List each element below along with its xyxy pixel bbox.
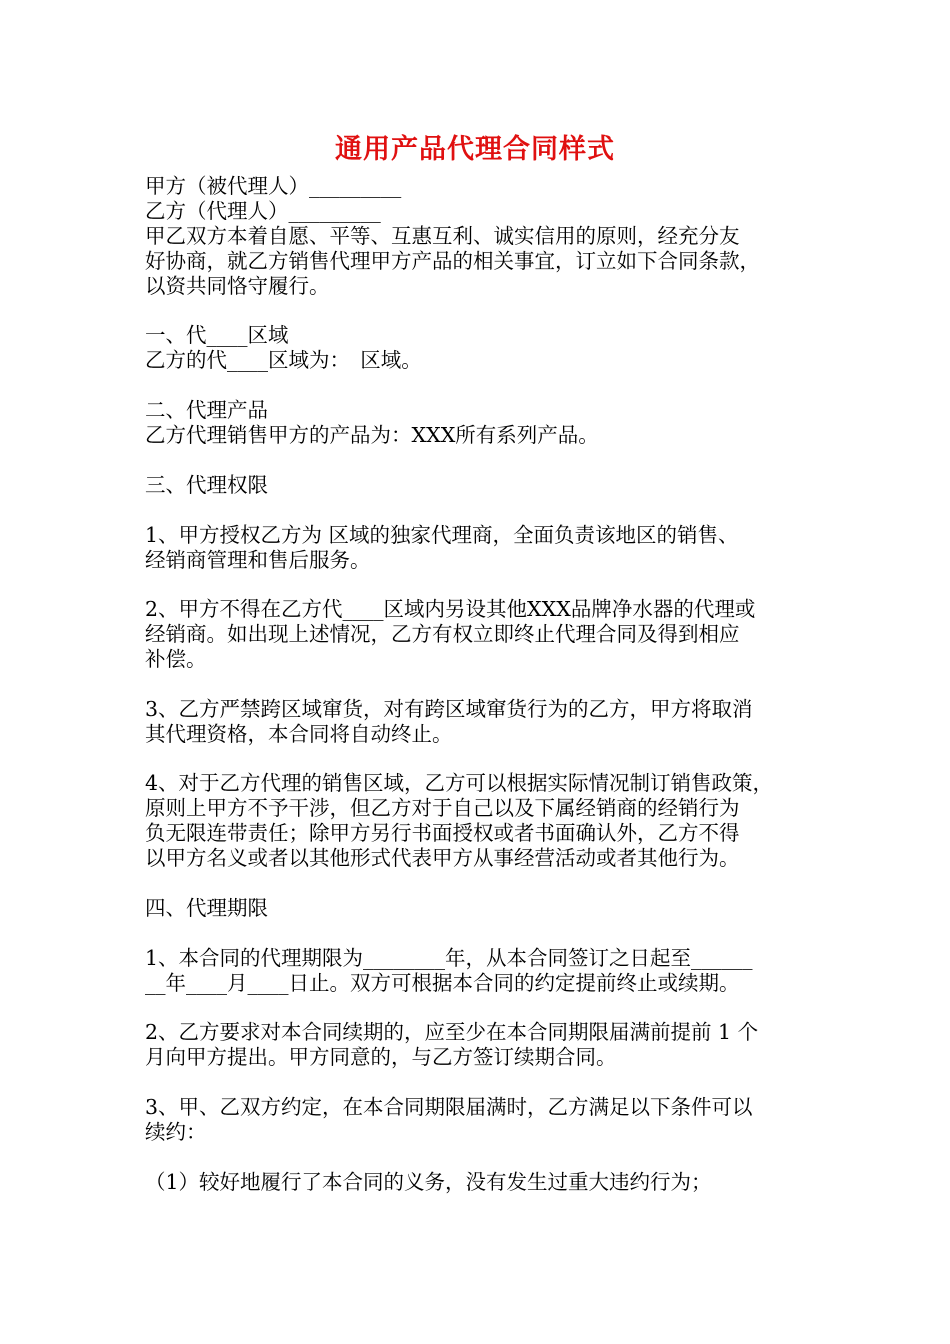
body-line: 2、乙方要求对本合同续期的，应至少在本合同期限届满前提前 1 个	[145, 1020, 759, 1044]
body-line: __年____月____日止。双方可根据本合同的约定提前终止或续期。	[145, 971, 740, 995]
body-line: 经销商管理和售后服务。	[145, 548, 371, 572]
body-line: 补偿。	[145, 647, 207, 671]
body-line: 四、代理期限	[145, 896, 268, 920]
body-line: 3、乙方严禁跨区域窜货，对有跨区域窜货行为的乙方，甲方将取消	[145, 697, 753, 721]
document-title: 通用产品代理合同样式	[335, 134, 615, 165]
body-line: 经销商。如出现上述情况，乙方有权立即终止代理合同及得到相应	[145, 622, 740, 646]
body-line: 4、对于乙方代理的销售区域，乙方可以根据实际情况制订销售政策，	[145, 771, 774, 795]
body-line: 以资共同恪守履行。	[145, 274, 330, 298]
body-line: 以甲方名义或者以其他形式代表甲方从事经营活动或者其他行为。	[145, 846, 740, 870]
body-line: 甲乙双方本着自愿、平等、互惠互利、诚实信用的原则，经充分友	[145, 224, 740, 248]
body-line: 2、甲方不得在乙方代____区域内另设其他XXX品牌净水器的代理或	[145, 597, 756, 621]
body-line: 乙方代理销售甲方的产品为：XXX所有系列产品。	[145, 423, 599, 447]
body-line: 三、代理权限	[145, 473, 268, 497]
body-line: 好协商，就乙方销售代理甲方产品的相关事宜，订立如下合同条款，	[145, 249, 760, 273]
body-line: （1）较好地履行了本合同的义务，没有发生过重大违约行为；	[145, 1170, 712, 1194]
body-line: 月向甲方提出。甲方同意的，与乙方签订续期合同。	[145, 1045, 617, 1069]
body-line: 二、代理产品	[145, 398, 268, 422]
body-line: 甲方（被代理人）_________	[145, 174, 402, 198]
body-line: 1、本合同的代理期限为________年，从本合同签订之日起至______	[145, 946, 753, 970]
body-line: 1、甲方授权乙方为 区域的独家代理商，全面负责该地区的销售、	[145, 523, 739, 547]
body-line: 一、代____区域	[145, 323, 289, 347]
body-line: 乙方（代理人）_________	[145, 199, 381, 223]
body-line: 原则上甲方不予干涉，但乙方对于自己以及下属经销商的经销行为	[145, 796, 740, 820]
body-line: 续约：	[145, 1120, 207, 1144]
body-line: 其代理资格，本合同将自动终止。	[145, 722, 453, 746]
body-line: 负无限连带责任；除甲方另行书面授权或者书面确认外，乙方不得	[145, 821, 740, 845]
body-line: 3、甲、乙双方约定，在本合同期限届满时，乙方满足以下条件可以	[145, 1095, 753, 1119]
body-line: 乙方的代____区域为： 区域。	[145, 348, 422, 372]
